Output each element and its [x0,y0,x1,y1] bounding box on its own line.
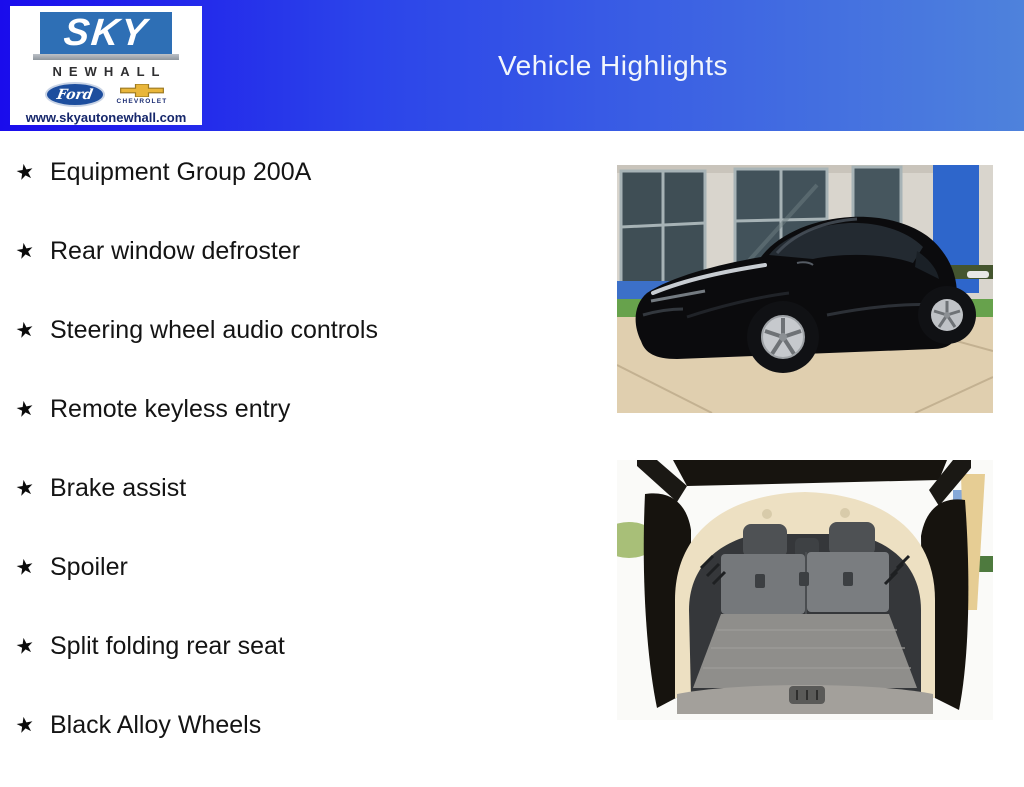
cargo-interior [675,492,935,714]
dealer-city: NEWHALL [52,64,167,79]
star-bullet-icon: ★ [13,554,37,580]
feature-item [12,234,572,268]
rear-wheel [918,286,976,344]
sky-banner [40,12,172,54]
chevrolet-wordmark: CHEVROLET [116,98,168,105]
star-bullet-icon: ★ [13,317,37,343]
feature-item [12,392,572,426]
ford-wordmark: Ford [55,86,94,103]
feature-label: Rear window defroster [50,236,301,265]
feature-label: Split folding rear seat [50,631,285,660]
feature-label: Brake assist [50,473,187,502]
dealer-website: www.skyautonewhall.com [25,110,187,125]
feature-item [12,629,572,663]
star-bullet-icon: ★ [13,159,37,185]
star-bullet-icon: ★ [13,238,37,264]
photo-column [617,165,993,720]
dealer-logo [10,6,202,125]
feature-label: Equipment Group 200A [50,157,312,186]
feature-item [12,471,572,505]
star-bullet-icon: ★ [13,633,37,659]
ford-logo-icon [45,82,105,107]
feature-item [12,708,572,742]
feature-label: Black Alloy Wheels [50,710,262,739]
feature-label: Spoiler [50,552,128,581]
feature-item [12,313,572,347]
feature-label: Steering wheel audio controls [50,315,378,344]
sky-banner-shadow [33,54,179,60]
cargo-photo [617,460,993,720]
page-title: Vehicle Highlights [497,49,729,81]
feature-list [12,155,572,787]
brand-logos [45,82,168,107]
feature-item [12,155,572,189]
exterior-photo [617,165,993,413]
feature-label: Remote keyless entry [50,394,291,423]
dealer-name: SKY [61,12,151,55]
star-bullet-icon: ★ [13,396,37,422]
chevrolet-logo [117,84,168,105]
star-bullet-icon: ★ [13,712,37,738]
header-band [0,0,1024,131]
chevrolet-bowtie-icon [120,84,164,97]
feature-item [12,550,572,584]
star-bullet-icon: ★ [13,475,37,501]
front-wheel [747,301,819,373]
